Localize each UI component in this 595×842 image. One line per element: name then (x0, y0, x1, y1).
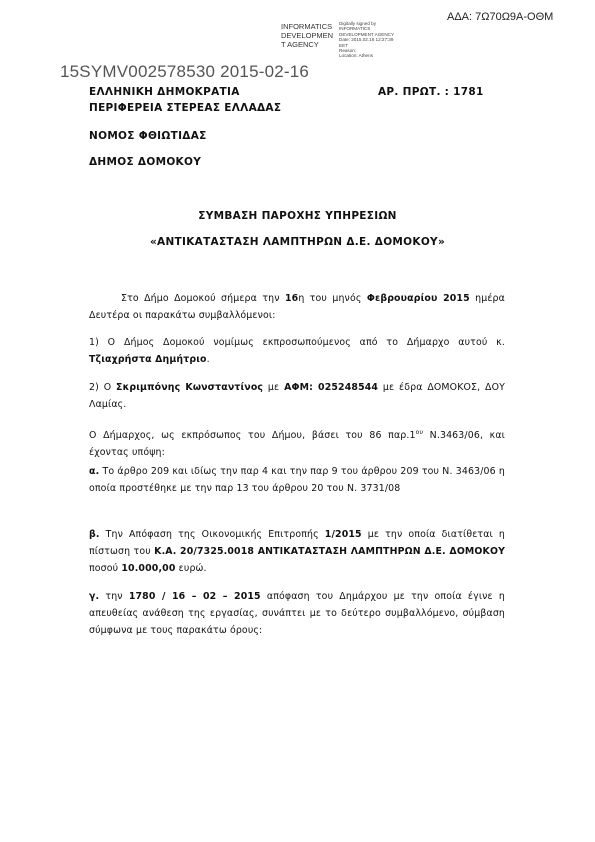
document-title: ΣΥΜΒΑΣΗ ΠΑΡΟΧΗΣ ΥΠΗΡΕΣΙΩΝ (198, 210, 397, 222)
header-prefecture: ΝΟΜΟΣ ΦΘΙΩΤΙΔΑΣ (89, 130, 207, 142)
header-region: ΠΕΡΙΦΕΡΕΙΑ ΣΤΕΡΕΑΣ ΕΛΛΑΔΑΣ (89, 102, 282, 114)
signature-detail-line: Date: 2015.02.16 12:27:39 (339, 37, 394, 43)
signature-detail-line: DEVELOPMENT AGENCY (339, 31, 395, 37)
signature-org-line: T AGENCY (281, 40, 319, 49)
ada-code: ΑΔΑ: 7Ω70Ω9Α-ΟΘΜ (447, 11, 554, 23)
signature-detail-line: Digitally signed by (339, 21, 377, 26)
header-republic: ΕΛΛΗΝΙΚΗ ΔΗΜΟΚΡΑΤΙΑ (89, 86, 240, 98)
signature-detail-line: Location: Athens (339, 53, 373, 59)
paragraph-intro: Στο Δήμο Δομοκού σήμερα την 16η του μηνός Φεβρουαρίου 2015 ημέρα Δευτέρα οι παρακάτω συμβαλλόμενοι: (89, 293, 505, 321)
paragraph-item-b: β. Την Απόφαση της Οικονομικής Επιτροπής 1/2015 με την οποία διατίθεται η πίστωση του Κ.Α. 20/7325.0018 ΑΝΤΙΚΑΤΑΣΤΑΣΗ ΛΑΜΠΤΗΡΩΝ Δ.Ε. ΔΟΜΟΚΟΥ ποσού 10.000,00 ευρώ. (89, 529, 506, 574)
signature-detail-line: EET (339, 42, 348, 48)
document-subtitle: «ΑΝΤΙΚΑΤΑΣΤΑΣΗ ΛΑΜΠΤΗΡΩΝ Δ.Ε. ΔΟΜΟΚΟΥ» (149, 236, 446, 248)
paragraph-item-a: α. Το άρθρο 209 και ιδίως την παρ 4 και την παρ 9 του άρθρου 209 του Ν. 3463/06 η οποία προστέθηκε με την παρ 13 του άρθρου 20 του Ν. 3731/08 (89, 466, 505, 494)
paragraph-party-2: 2) Ο Σκριμπόνης Κωνσταντίνος με ΑΦΜ: 025248544 με έδρα ΔΟΜΟΚΟΣ, ΔΟΥ Λαμίας. (89, 382, 505, 410)
signature-org-line: DEVELOPMEN (281, 31, 334, 40)
registry-stamp: 15SYMV002578530 2015-02-16 (60, 62, 310, 81)
signature-org-line: INFORMATICS (281, 22, 333, 31)
paragraph-party-1: 1) Ο Δήμος Δομοκού νομίμως εκπροσωπούμενος από το Δήμαρχο αυτού κ. Τζιαχρήστα Δημήτριο. (89, 337, 505, 365)
signature-detail-line: Reason: (339, 48, 357, 54)
signature-detail-line: INFORMATICS (339, 26, 371, 32)
digital-signature-organization (281, 22, 333, 49)
protocol-number: ΑΡ. ΠΡΩΤ. : 1781 (378, 86, 484, 98)
paragraph-item-c: γ. την 1780 / 16 – 02 – 2015 απόφαση του Δημάρχου με την οποία έγινε η απευθείας ανάθεση της εργασίας, συνάπτει με το δεύτερο συμβαλλόμενο, σύμβαση σύμφωνα με τους παρακάτω όρους: (89, 591, 505, 636)
header-municipality: ΔΗΜΟΣ ΔΟΜΟΚΟΥ (89, 156, 202, 168)
digital-signature-details (339, 21, 395, 59)
paragraph-mayor: Ο Δήμαρχος, ως εκπρόσωπος του Δήμου, βάσει του 86 $\pi\alpha\rho.1^{o\upsilon}$ Ν.3463/06, και έχοντας υπόψη: (89, 429, 505, 459)
